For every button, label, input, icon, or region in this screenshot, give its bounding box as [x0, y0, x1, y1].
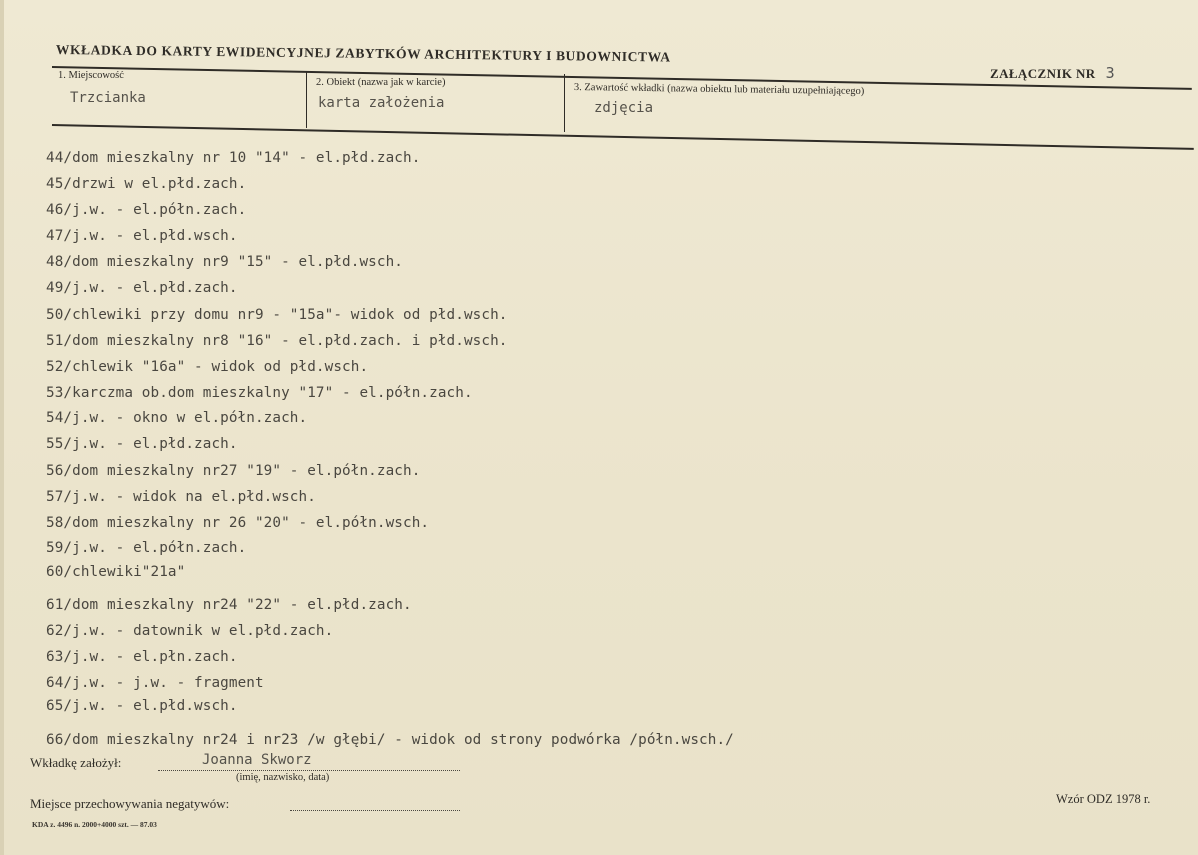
list-item: 62/j.w. - datownik w el.płd.zach. [46, 623, 334, 639]
content-label: 3. Zawartość wkładki (nazwa obiektu lub materiału uzupełniającego) [573, 82, 865, 98]
object-label: 2. Obiekt (nazwa jak w karcie) [316, 77, 446, 88]
list-item: 64/j.w. - j.w. - fragment [46, 675, 264, 691]
annex-label: ZAŁĄCZNIK NR [990, 66, 1096, 81]
list-item: 58/dom mieszkalny nr 26 "20" - el.półn.wsch. [46, 515, 430, 531]
list-item: 60/chlewiki"21a" [46, 564, 186, 580]
author-hint: (imię, nazwisko, data) [236, 772, 330, 783]
list-item: 65/j.w. - el.płd.wsch. [46, 698, 238, 714]
list-item: 56/dom mieszkalny nr27 "19" - el.półn.zach. [46, 463, 421, 479]
field-divider-2 [564, 74, 565, 132]
list-item: 63/j.w. - el.płn.zach. [46, 649, 238, 665]
content-value: zdjęcia [594, 100, 654, 116]
list-item: 54/j.w. - okno w el.półn.zach. [46, 410, 308, 426]
paper-edge [0, 0, 4, 855]
template-label: Wzór ODZ 1978 r. [1056, 792, 1151, 806]
list-item: 45/drzwi w el.płd.zach. [46, 176, 247, 192]
field-divider-1 [306, 72, 307, 128]
locality-value: Trzcianka [70, 90, 146, 106]
author-value: Joanna Skworz [202, 752, 312, 768]
list-item: 44/dom mieszkalny nr 10 "14" - el.płd.zach. [46, 150, 421, 166]
list-item: 59/j.w. - el.półn.zach. [46, 540, 247, 556]
list-item: 50/chlewiki przy domu nr9 - "15a"- widok od płd.wsch. [46, 307, 508, 323]
list-item: 53/karczma ob.dom mieszkalny "17" - el.półn.zach. [46, 385, 473, 401]
author-line [158, 770, 460, 771]
print-info: KDA z. 4496 n. 2000+4000 szt. — 87.03 [32, 820, 157, 829]
negatives-line [290, 810, 460, 811]
annex-number: 3 [1105, 64, 1116, 82]
list-item: 55/j.w. - el.płd.zach. [46, 436, 238, 452]
list-item: 66/dom mieszkalny nr24 i nr23 /w głębi/ - widok od strony podwórka /półn.wsch./ [46, 732, 734, 748]
annex-label-group [990, 64, 1115, 82]
form-title: WKŁADKA DO KARTY EWIDENCYJNEJ ZABYTKÓW ARCHITEKTURY I BUDOWNICTWA [55, 42, 671, 65]
list-item: 47/j.w. - el.płd.wsch. [46, 228, 238, 244]
negatives-label: Miejsce przechowywania negatywów: [30, 796, 230, 811]
list-item: 52/chlewik "16a" - widok od płd.wsch. [46, 359, 369, 375]
list-item: 51/dom mieszkalny nr8 "16" - el.płd.zach. i płd.wsch. [46, 333, 508, 349]
author-label: Wkładkę założył: [30, 755, 122, 770]
list-item: 49/j.w. - el.płd.zach. [46, 280, 238, 296]
object-value: karta założenia [318, 95, 445, 111]
locality-label: 1. Miejscowość [58, 70, 124, 81]
list-item: 57/j.w. - widok na el.płd.wsch. [46, 489, 316, 505]
list-item: 61/dom mieszkalny nr24 "22" - el.płd.zach. [46, 597, 412, 613]
list-item: 46/j.w. - el.półn.zach. [46, 202, 247, 218]
list-item: 48/dom mieszkalny nr9 "15" - el.płd.wsch. [46, 254, 404, 270]
